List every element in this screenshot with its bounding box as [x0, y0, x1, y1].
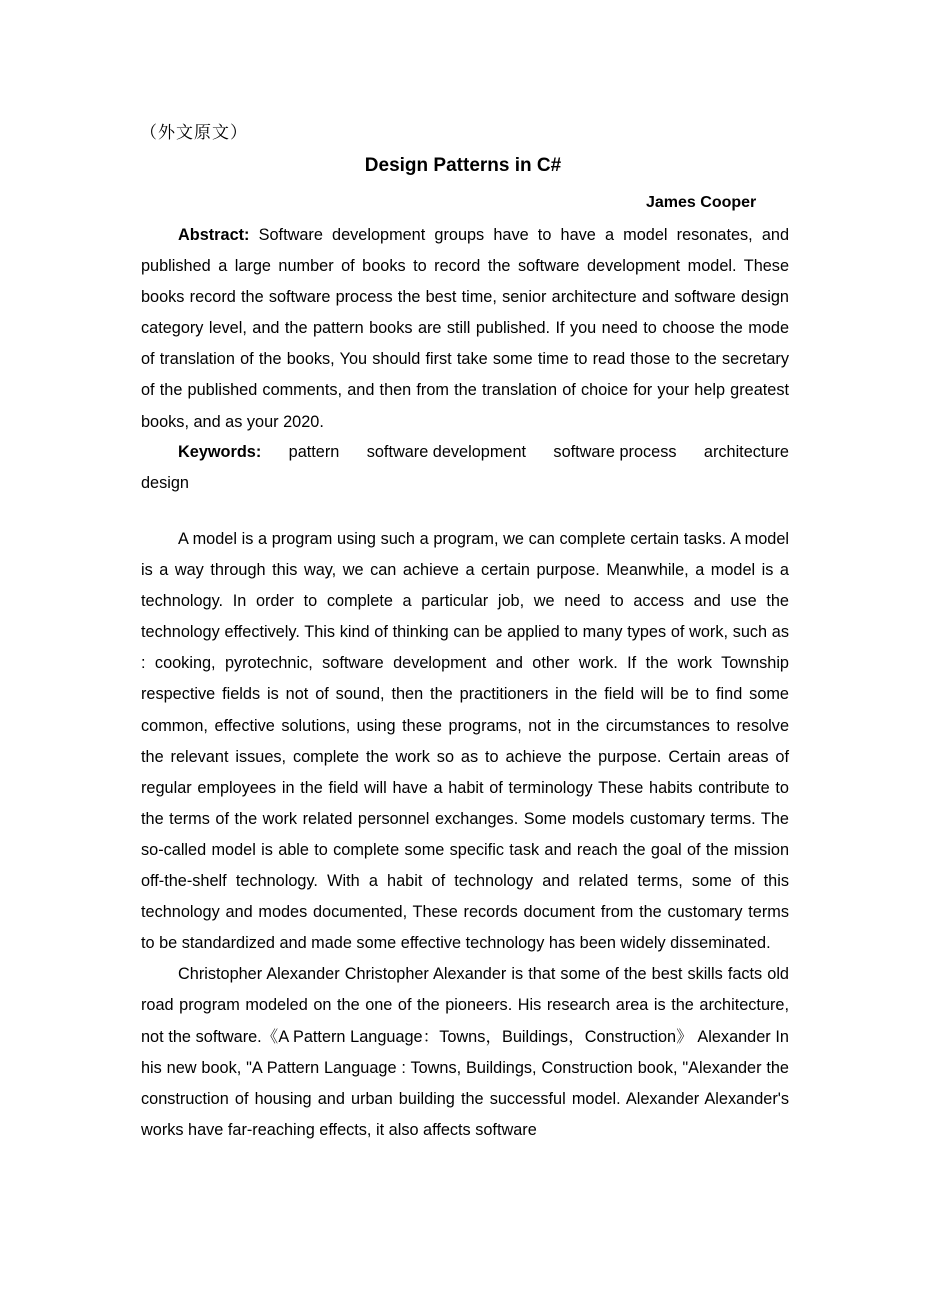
- body-paragraph: A model is a program using such a program, we can complete certain tasks. A model is a way through this way, we can achieve a certain purpose. Meanwhile, a model is a technology. In order to complete a particular job, we need to access and use the technology effectively. This kind of thinking can be applied to many types of work, such as : cooking, pyrotechnic, software development and other work. If the work Township respective fields is not of sound, then the practitioners in the field will be to find some common, effective solutions, using these programs, not in the circumstances to resolve the relevant issues, complete the work so as to achieve the purpose. Certain areas of regular employees in the field will have a habit of terminology These habits contribute to the terms of the work related personnel exchanges. Some models customary terms. The so-called model is able to complete some specific task and reach the goal of the mission off-the-shelf technology. With a habit of technology and related terms, some of this technology and modes documented, These records document from the customary terms to be standardized and made some effective technology has been widely disseminated.: [141, 530, 789, 953]
- abstract-text: Software development groups have to have a model resonates, and published a large number of books to record the software development model. These books record the software process the best time, senior architecture and software design category level, and the pattern books are still published. If you need to choose the mode of translation of the books, You should first take some time to read those to the secretary of the published comments, and then from the translation of choice for your help greatest books, and as your 2020.: [141, 226, 789, 431]
- keyword-item: software development: [366, 443, 527, 461]
- keywords-section: [141, 437, 789, 499]
- abstract-heading: Abstract:: [178, 226, 250, 244]
- abstract-section: [141, 220, 789, 438]
- keyword-item: design: [141, 474, 189, 493]
- abstract-paragraph: [141, 220, 789, 438]
- keywords-heading: Keywords:: [178, 443, 262, 461]
- author-name: James Cooper: [646, 194, 757, 211]
- main-body: [141, 524, 789, 1146]
- keyword-item: architecture: [703, 443, 789, 461]
- original-text-label: （外文原文）: [140, 123, 248, 143]
- keyword-item: pattern: [288, 443, 340, 461]
- keyword-item: software process: [553, 443, 677, 461]
- keywords-line: [141, 437, 789, 468]
- body-paragraph: Christopher Alexander Christopher Alexander is that some of the best skills facts old road program modeled on the one of the pioneers. His research area is the architecture, not the software.《A Pattern Language：Towns，Buildings，Construction》 Alexander In his new book, "A Pattern Language : Towns, Buildings, Construction book, "Alexander the construction of housing and urban building the successful model. Alexander Alexander's works have far-reaching effects, it also affects software: [141, 965, 789, 1139]
- document-title: Design Patterns in C#: [364, 155, 562, 176]
